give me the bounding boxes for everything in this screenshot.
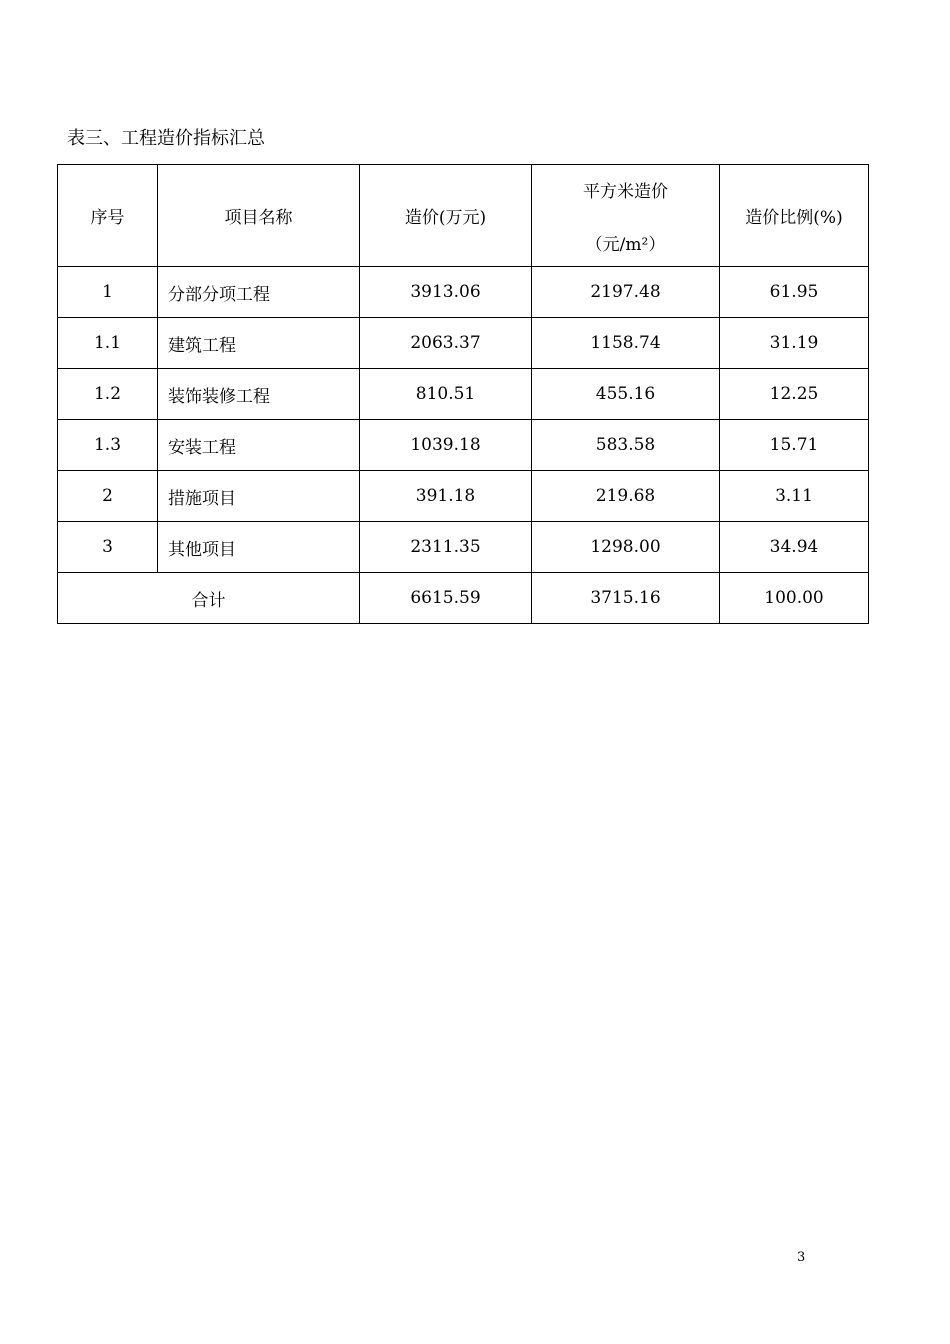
cell-name: 措施项目: [158, 471, 360, 522]
cell-cost: 3913.06: [360, 267, 532, 318]
cell-seq: 3: [58, 522, 158, 573]
cell-cost: 810.51: [360, 369, 532, 420]
cell-unit-cost: 2197.48: [532, 267, 720, 318]
total-unit-cost: 3715.16: [532, 573, 720, 624]
total-cost: 6615.59: [360, 573, 532, 624]
total-ratio: 100.00: [720, 573, 869, 624]
table-row: [58, 471, 869, 522]
cell-name: 分部分项工程: [158, 267, 360, 318]
cell-seq: 1.2: [58, 369, 158, 420]
cell-ratio: 61.95: [720, 267, 869, 318]
table-row: [58, 369, 869, 420]
header-unit-cost: [532, 165, 720, 267]
page-title: 表三、工程造价指标汇总: [67, 128, 265, 149]
cell-ratio: 15.71: [720, 420, 869, 471]
cell-name: 建筑工程: [158, 318, 360, 369]
cell-seq: 1: [58, 267, 158, 318]
cell-seq: 1.1: [58, 318, 158, 369]
cell-name: 安装工程: [158, 420, 360, 471]
cell-cost: 2311.35: [360, 522, 532, 573]
header-cost: 造价(万元): [360, 165, 532, 267]
header-name: 项目名称: [158, 165, 360, 267]
table-row: [58, 420, 869, 471]
cell-ratio: 31.19: [720, 318, 869, 369]
table-row: [58, 522, 869, 573]
cell-unit-cost: 1298.00: [532, 522, 720, 573]
cell-cost: 391.18: [360, 471, 532, 522]
cell-ratio: 34.94: [720, 522, 869, 573]
total-row: [58, 573, 869, 624]
header-ratio: 造价比例(%): [720, 165, 869, 267]
total-label: 合计: [58, 573, 360, 624]
cell-name: 装饰装修工程: [158, 369, 360, 420]
cost-index-table: [57, 164, 869, 624]
header-unit-cost-line1: 平方米造价: [583, 181, 668, 202]
header-seq: 序号: [58, 165, 158, 267]
cell-unit-cost: 583.58: [532, 420, 720, 471]
header-unit-cost-line2: （元/m²）: [585, 234, 666, 255]
cell-seq: 1.3: [58, 420, 158, 471]
cell-ratio: 12.25: [720, 369, 869, 420]
cell-cost: 1039.18: [360, 420, 532, 471]
table-row: [58, 267, 869, 318]
cell-ratio: 3.11: [720, 471, 869, 522]
page-number: 3: [797, 1250, 806, 1265]
cell-name: 其他项目: [158, 522, 360, 573]
table-header-row: [58, 165, 869, 267]
cell-seq: 2: [58, 471, 158, 522]
cell-cost: 2063.37: [360, 318, 532, 369]
cell-unit-cost: 219.68: [532, 471, 720, 522]
cell-unit-cost: 455.16: [532, 369, 720, 420]
cell-unit-cost: 1158.74: [532, 318, 720, 369]
table-row: [58, 318, 869, 369]
